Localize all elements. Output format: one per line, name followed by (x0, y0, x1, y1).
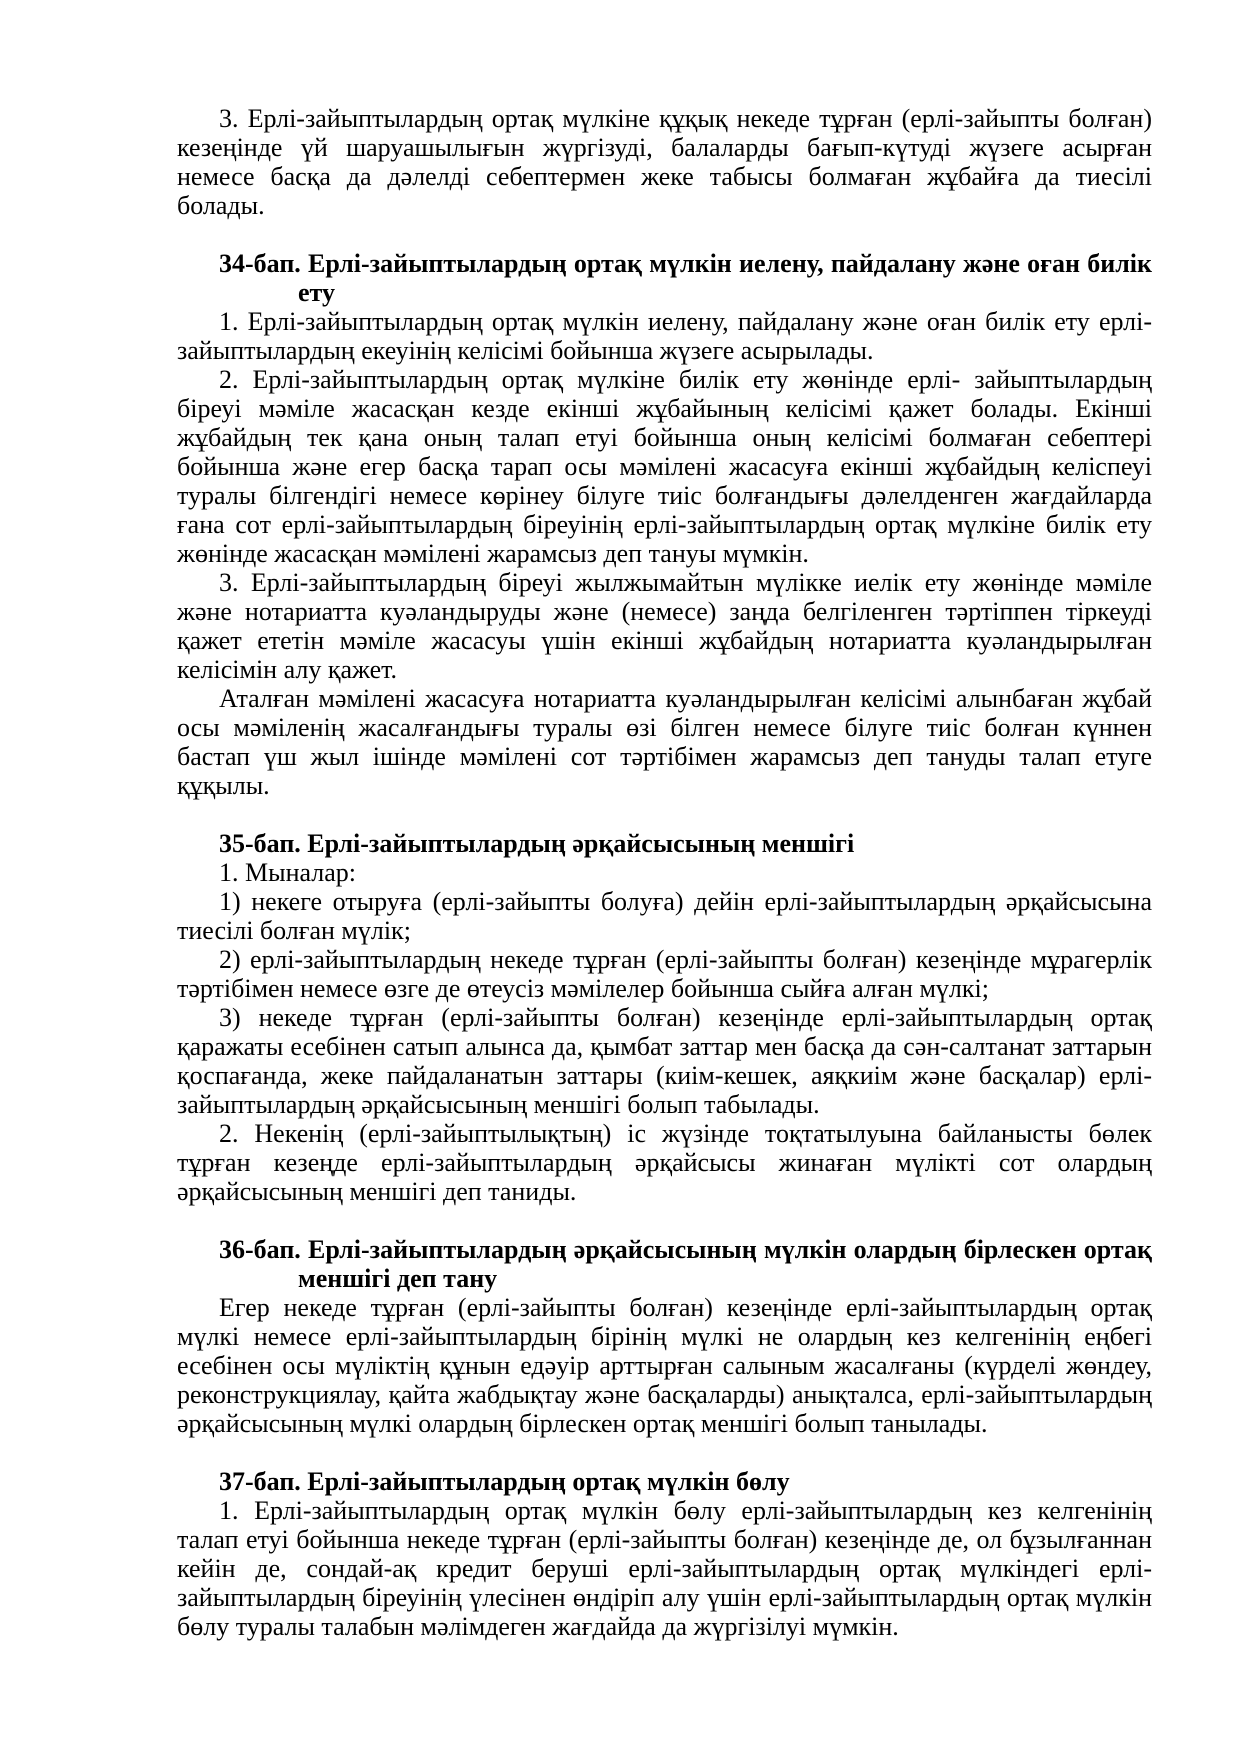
paragraph-35-1-item-3: 3) некеде тұрған (ерлі-зайыпты болған) кезеңінде ерлі-зайыптылардың ортақ қаражаты есебінен сатып алынса да, қымбат заттар мен басқа да сән-салтанат заттарын қоспағанда, жеке пайдаланатын заттары (киім-кешек, аяқкиім және басқалар) ерлі-зайыптылардың әрқайсысының меншігі болып табылады. (177, 1003, 1152, 1119)
article-heading-34: 34-бап. Ерлі-зайыптылардың ортақ мүлкін иелену, пайдалану және оған билік ету (219, 249, 1152, 307)
paragraph-34-3: 3. Ерлі-зайыптылардың біреуі жылжымайтын мүлікке иелік ету жөнінде мәміле және нотариатта куәландыруды және (немесе) заңда белгіленген тәртіппен тіркеуді қажет ететін мәміле жасасуы үшін екінші жұбайдың нотариатта куәландырылған келісімін алу қажет. (177, 568, 1152, 684)
paragraph-36-1: Егер некеде тұрған (ерлі-зайыпты болған) кезеңінде ерлі-зайыптылардың ортақ мүлкі немесе ерлі-зайыптылардың бірінің мүлкі не олардың кез келгенінің еңбегі есебінен осы мүліктің құнын едәуір арттырған салыным жасалғаны (күрделі жөндеу, реконструкциялау, қайта жабдықтау және басқаларды) анықталса, ерлі-зайыптылардың әрқайсысының мүлкі олардың бірлескен ортақ меншігі болып танылады. (177, 1293, 1152, 1438)
paragraph-35-1-item-2: 2) ерлі-зайыптылардың некеде тұрған (ерлі-зайыпты болған) кезеңінде мұрагерлік тәртібімен немесе өзге де өтеусіз мәмілелер бойынша сыйға алған мүлкі; (177, 945, 1152, 1003)
paragraph-37-1: 1. Ерлі-зайыптылардың ортақ мүлкін бөлу ерлі-зайыптылардың кез келгенінің талап етуі бойынша некеде тұрған (ерлі-зайыпты болған) кезеңінде де, ол бұзылғаннан кейін де, сондай-ақ кредит беруші ерлі-зайыптылардың ортақ мүлкіндегі ерлі-зайыптылардың біреуінің үлесінен өндіріп алу үшін ерлі-зайыптылардың ортақ мүлкін бөлу туралы талабын мәлімдеген жағдайда да жүргізілуі мүмкін. (177, 1496, 1152, 1641)
paragraph-35-1-item-1: 1) некеге отыруға (ерлі-зайыпты болуға) дейін ерлі-зайыптылардың әрқайсысына тиесілі болған мүлік; (177, 887, 1152, 945)
article-heading-37: 37-бап. Ерлі-зайыптылардың ортақ мүлкін бөлу (219, 1467, 790, 1496)
paragraph-34-1: 1. Ерлі-зайыптылардың ортақ мүлкін иелену, пайдалану және оған билік ету ерлі-зайыптылардың екеуінің келісімі бойынша жүзеге асырылады. (177, 307, 1152, 365)
paragraph-continued-33-3: 3. Ерлі-зайыптылардың ортақ мүлкіне құқық некеде тұрған (ерлі-зайыпты болған) кезеңінде үй шаруашылығын жүргізуді, балаларды бағып-күтуді жүзеге асырған немесе басқа да дәлелді себептермен жеке табысы болмаған жұбайға да тиесілі болады. (177, 104, 1152, 220)
article-heading-35: 35-бап. Ерлі-зайыптылардың әрқайсысының меншігі (219, 829, 855, 858)
paragraph-35-1: 1. Мыналар: (219, 858, 357, 887)
article-heading-36: 36-бап. Ерлі-зайыптылардың әрқайсысының мүлкін олардың бірлескен ортақ меншігі деп тану (219, 1235, 1152, 1293)
paragraph-34-2: 2. Ерлі-зайыптылардың ортақ мүлкіне билік ету жөнінде ерлі- зайыптылардың біреуі мәміле жасасқан кезде екінші жұбайының келісімі қажет болады. Екінші жұбайдың тек қана оның талап етуі бойынша оның келісімі болмаған себептері бойынша және егер басқа тарап осы мәмілені жасасуға екінші жұбайдың келіспеуі туралы білгендігі немесе көрінеу білуге тиіс болғандығы дәлелденген жағдайларда ғана сот ерлі-зайыптылардың біреуінің ерлі-зайыптылардың ортақ мүлкіне билік ету жөнінде жасасқан мәмілені жарамсыз деп тануы мүмкін. (177, 365, 1152, 568)
paragraph-34-3-continuation: Аталған мәмілені жасасуға нотариатта куәландырылған келісімі алынбаған жұбай осы мәміленің жасалғандығы туралы өзі білген немесе білуге тиіс болған күннен бастап үш жыл ішінде мәмілені сот тәртібімен жарамсыз деп тануды талап етуге құқылы. (177, 684, 1152, 800)
paragraph-35-2: 2. Некенің (ерлі-зайыптылықтың) іс жүзінде тоқтатылуына байланысты бөлек тұрған кезеңде ерлі-зайыптылардың әрқайсысы жинаған мүлікті сот олардың әрқайсысының меншігі деп таниды. (177, 1119, 1152, 1206)
